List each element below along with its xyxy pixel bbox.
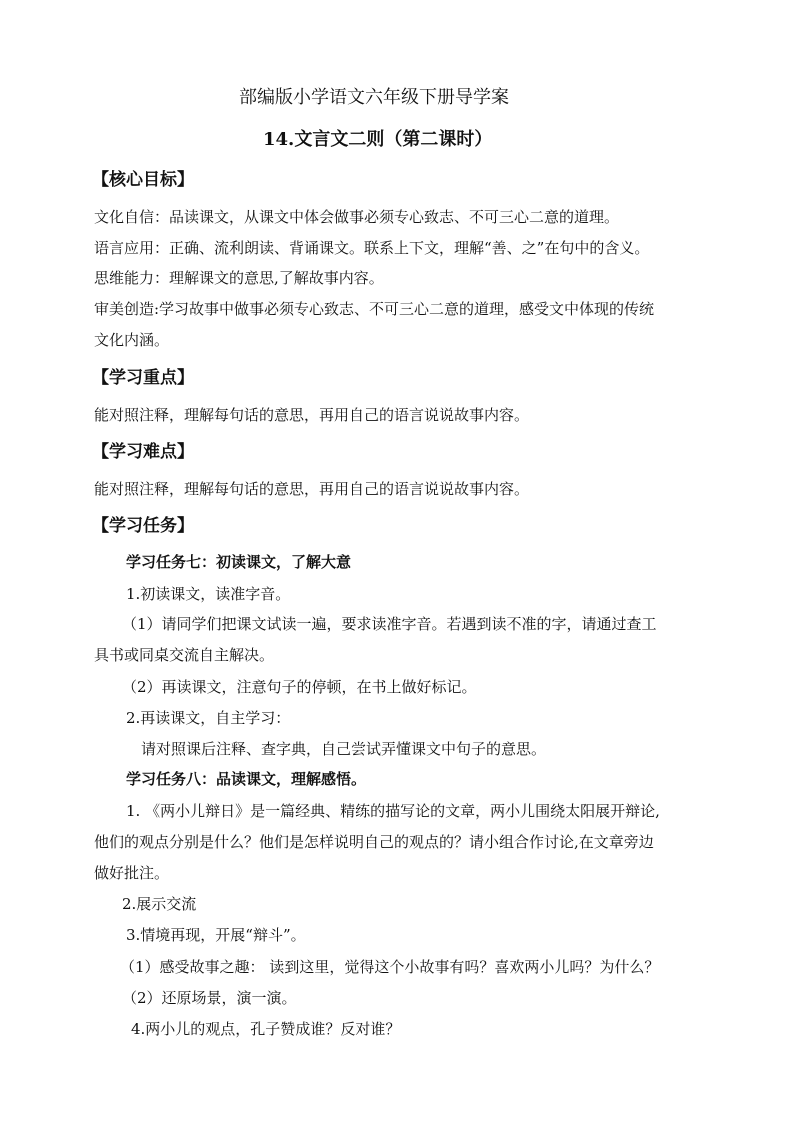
task7-item2-text: 请对照课后注释、查字典，自己尝试弄懂课文中句子的意思。 — [141, 740, 547, 758]
task8-title: 学习任务八：品读课文，理解感悟。 — [126, 770, 367, 788]
task8-item1-b: 他们的观点分别是什么？他们是怎样说明自己的观点的？请小组合作讨论,在文章旁边 — [94, 833, 654, 851]
task7-title: 学习任务七：初读课文，了解大意 — [126, 553, 352, 571]
lesson-subtitle: 14.文言文二则（第二课时） — [263, 129, 493, 150]
core-goals-heading: 【核心目标】 — [92, 170, 194, 190]
task8-item1-a: 1. 《两小儿辩日》是一篇经典、精练的描写论的文章，两小儿围绕太阳展开辩论, — [126, 802, 660, 820]
key-points-text: 能对照注释，理解每句话的意思，再用自己的语言说说故事内容。 — [94, 406, 530, 424]
document-title: 部编版小学语文六年级下册导学案 — [239, 87, 509, 108]
task8-item2: 2.展示交流 — [122, 895, 197, 913]
task7-item2: 2.再读课文，自主学习： — [126, 709, 291, 727]
task7-item1: 1.初读课文，读准字音。 — [126, 585, 291, 603]
goal-aesthetic: 审美创造:学习故事中做事必须专心致志、不可三心二意的道理，感受文中体现的传统 — [94, 300, 655, 318]
task7-item1-1-b: 具书或同桌交流自主解决。 — [94, 646, 275, 664]
tasks-heading: 【学习任务】 — [92, 516, 194, 536]
task7-item1-1-a: （1）请同学们把课文试读一遍，要求读准字音。若遇到读不准的字，请通过查工 — [122, 615, 657, 633]
task8-item4: 4.两小儿的观点，孔子赞成谁？反对谁？ — [131, 1020, 401, 1038]
difficulties-heading: 【学习难点】 — [92, 442, 194, 462]
task8-item3: 3.情境再现，开展“辩斗”。 — [126, 926, 306, 944]
goal-aesthetic-cont: 文化内涵。 — [94, 331, 170, 349]
task7-item1-2: （2）再读课文，注意句子的停顿，在书上做好标记。 — [122, 678, 477, 696]
goal-thinking: 思维能力：理解课文的意思,了解故事内容。 — [94, 269, 384, 287]
task8-item1-c: 做好批注。 — [94, 864, 170, 882]
goal-language: 语言应用：正确、流利朗读、背诵课文。联系上下文，理解“善、之”在句中的含义。 — [94, 239, 650, 257]
task8-item3-2: （2）还原场景，演一演。 — [122, 989, 297, 1007]
difficulties-text: 能对照注释，理解每句话的意思，再用自己的语言说说故事内容。 — [94, 480, 530, 498]
goal-culture: 文化自信：品读课文，从课文中体会做事必须专心致志、不可三心二意的道理。 — [94, 208, 620, 226]
key-points-heading: 【学习重点】 — [92, 368, 194, 388]
task8-item3-1: （1）感受故事之趣： 读到这里，觉得这个小故事有吗？喜欢两小儿吗？为什么？ — [120, 958, 660, 976]
